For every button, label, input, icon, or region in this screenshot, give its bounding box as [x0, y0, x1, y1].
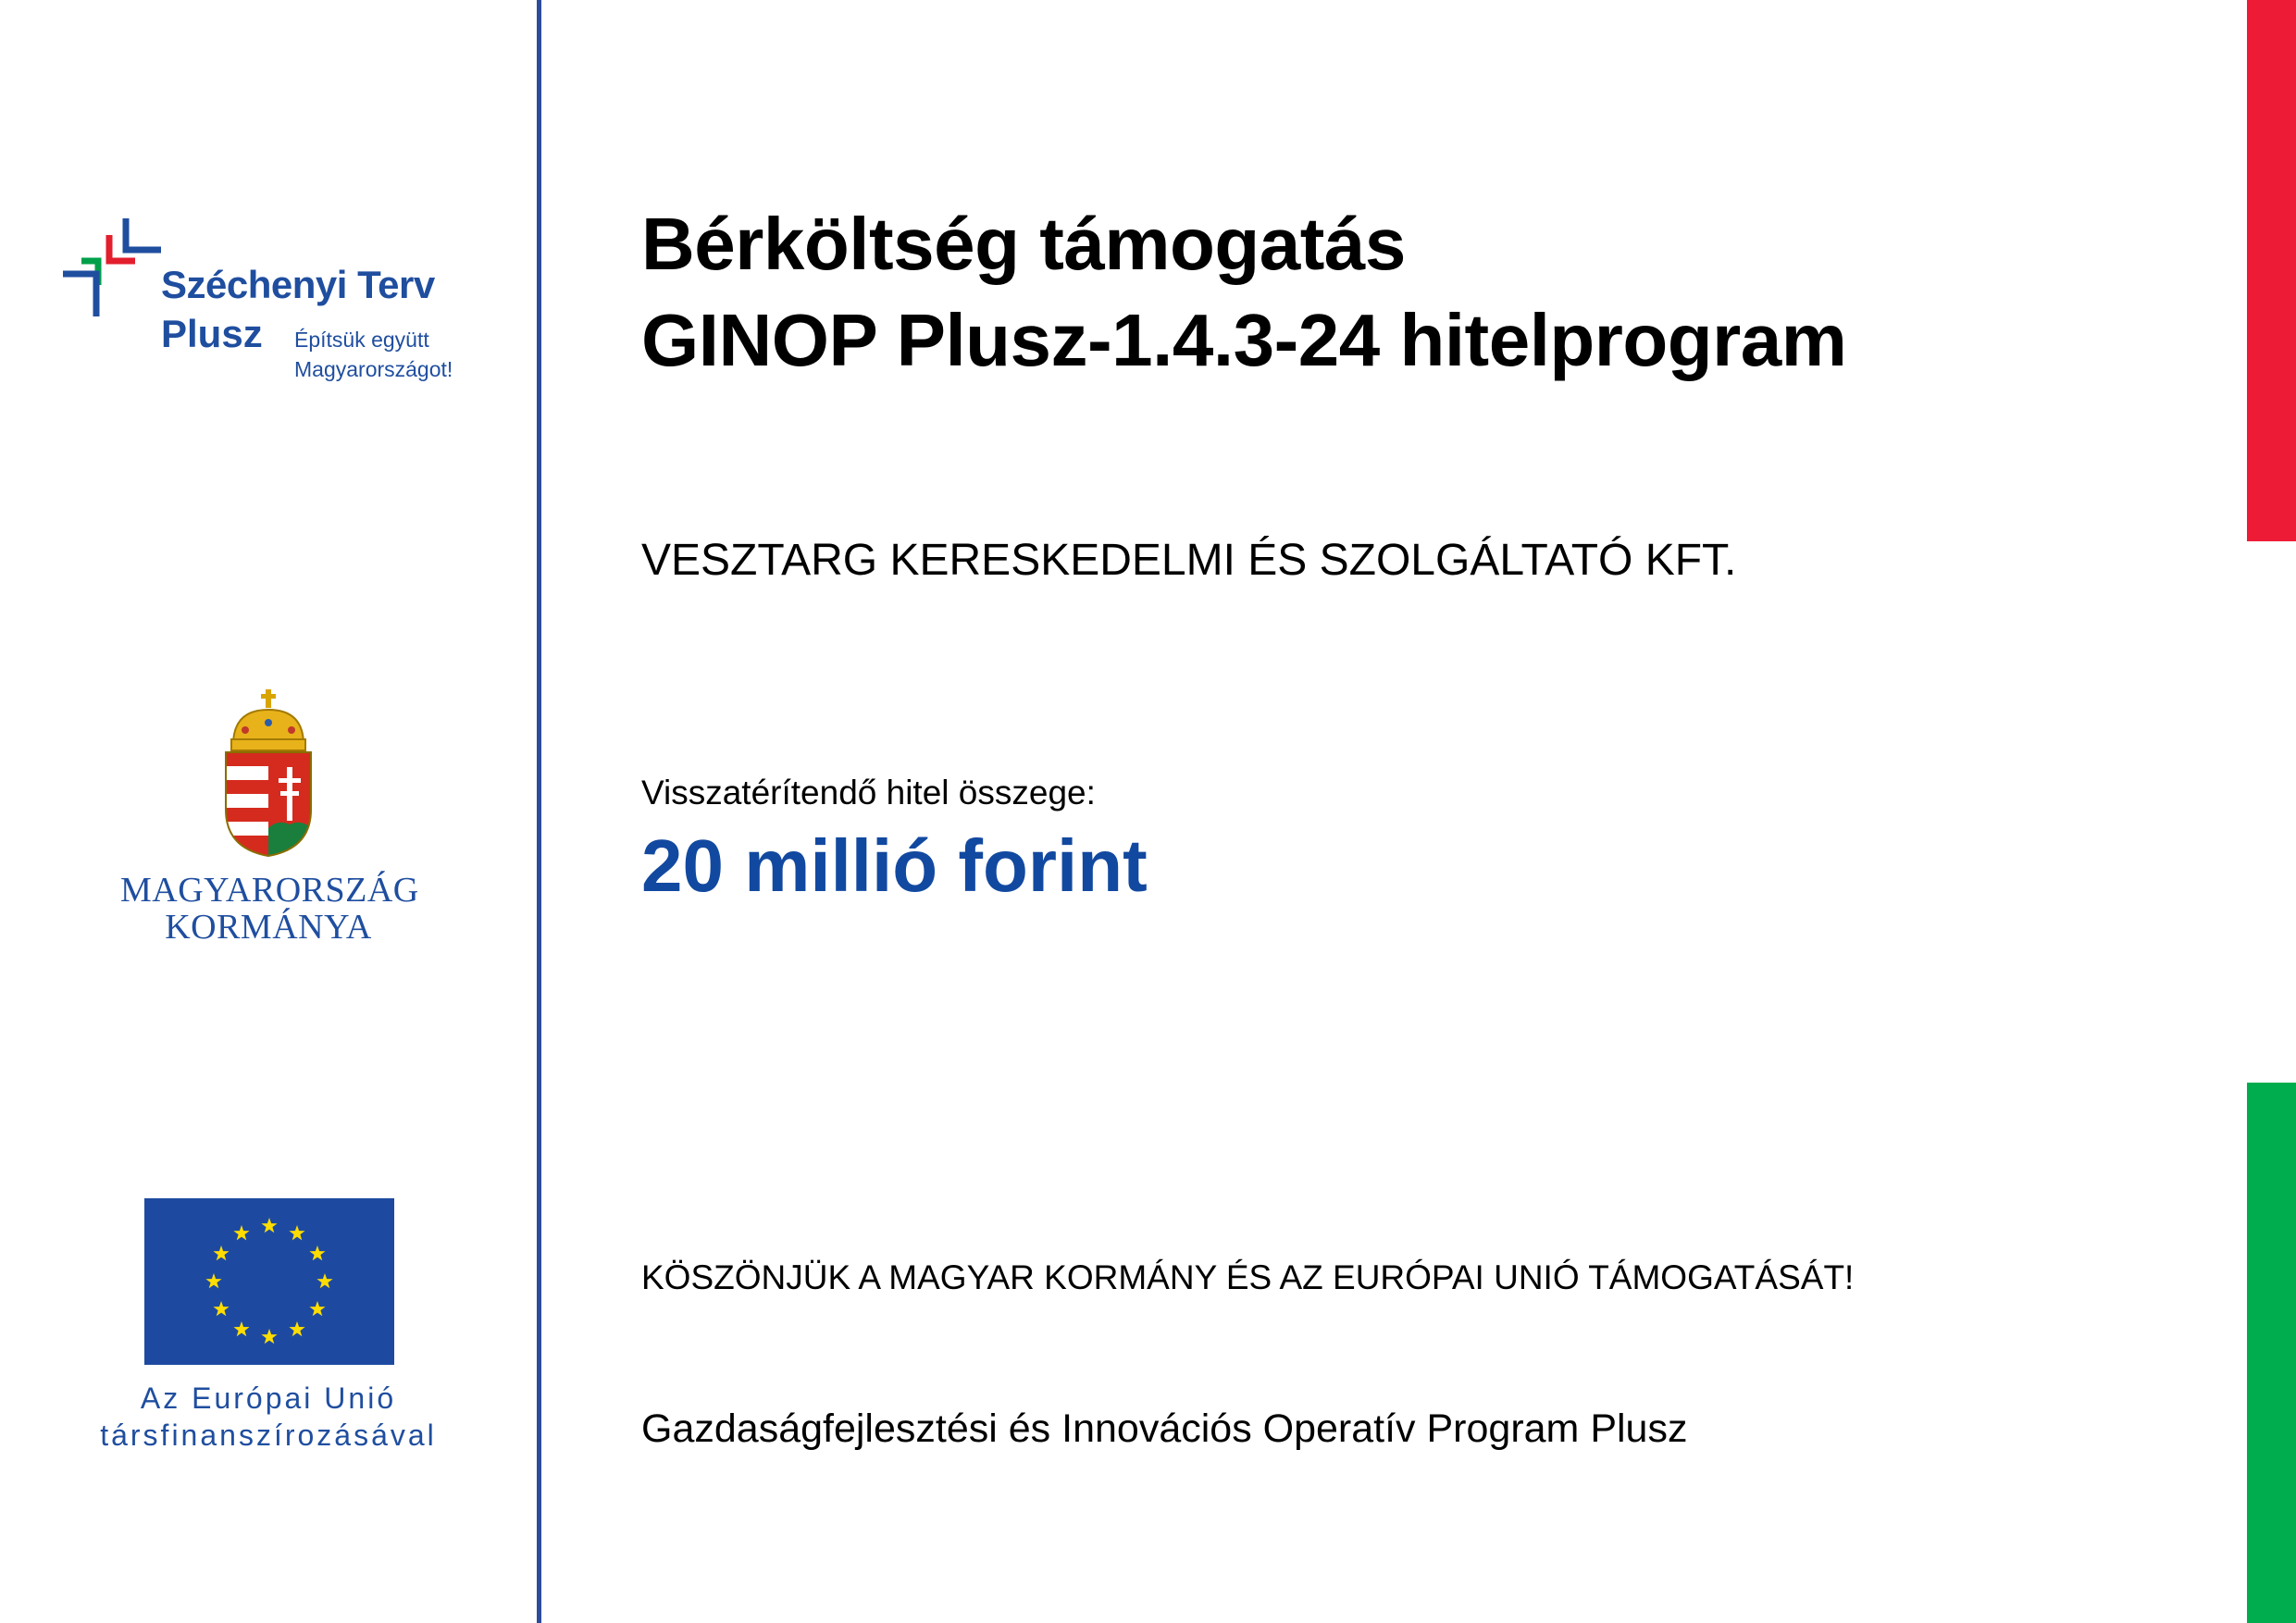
- beneficiary-company-name: VESZTARG KERESKEDELMI ÉS SZOLGÁLTATÓ KFT.: [641, 536, 1737, 585]
- eu-flag-icon: [144, 1198, 394, 1365]
- szechenyi-tagline-2: Magyarországot!: [294, 357, 453, 381]
- loan-amount-label: Visszatérítendő hitel összege:: [641, 774, 1096, 812]
- eu-cofinancing-line-2: társfinanszírozásával: [100, 1419, 437, 1452]
- szechenyi-name: Széchenyi Terv: [161, 263, 435, 306]
- green-flag-stripe: [2247, 1083, 2296, 1623]
- szechenyi-terv-plusz-logo: [61, 215, 496, 390]
- szechenyi-plusz: Plusz: [161, 312, 263, 355]
- title-line-2: GINOP Plusz-1.4.3-24 hitelprogram: [641, 299, 1847, 381]
- page-title: [641, 196, 1846, 389]
- red-flag-stripe: [2247, 0, 2296, 541]
- european-union-logo: [56, 1198, 481, 1457]
- hungarian-government-logo: [120, 685, 419, 953]
- thanks-statement: KÖSZÖNJÜK A MAGYAR KORMÁNY ÉS AZ EURÓPAI UNIÓ TÁMOGATÁSÁT!: [641, 1258, 1855, 1296]
- eu-cofinancing-line-1: Az Európai Unió: [140, 1381, 397, 1415]
- szechenyi-cross-icon: [61, 215, 163, 318]
- government-name-line-1: MAGYARORSZÁG: [120, 871, 419, 910]
- title-line-1: Bérköltség támogatás: [641, 203, 1406, 285]
- szechenyi-tagline-1: Építsük együtt: [294, 328, 429, 352]
- government-name-line-2: KORMÁNYA: [165, 908, 372, 947]
- hungarian-coat-of-arms-icon: [222, 689, 315, 858]
- vertical-divider: [537, 0, 541, 1623]
- program-name: Gazdaságfejlesztési és Innovációs Operatív Program Plusz: [641, 1406, 1688, 1451]
- loan-amount-value: 20 millió forint: [641, 824, 1148, 907]
